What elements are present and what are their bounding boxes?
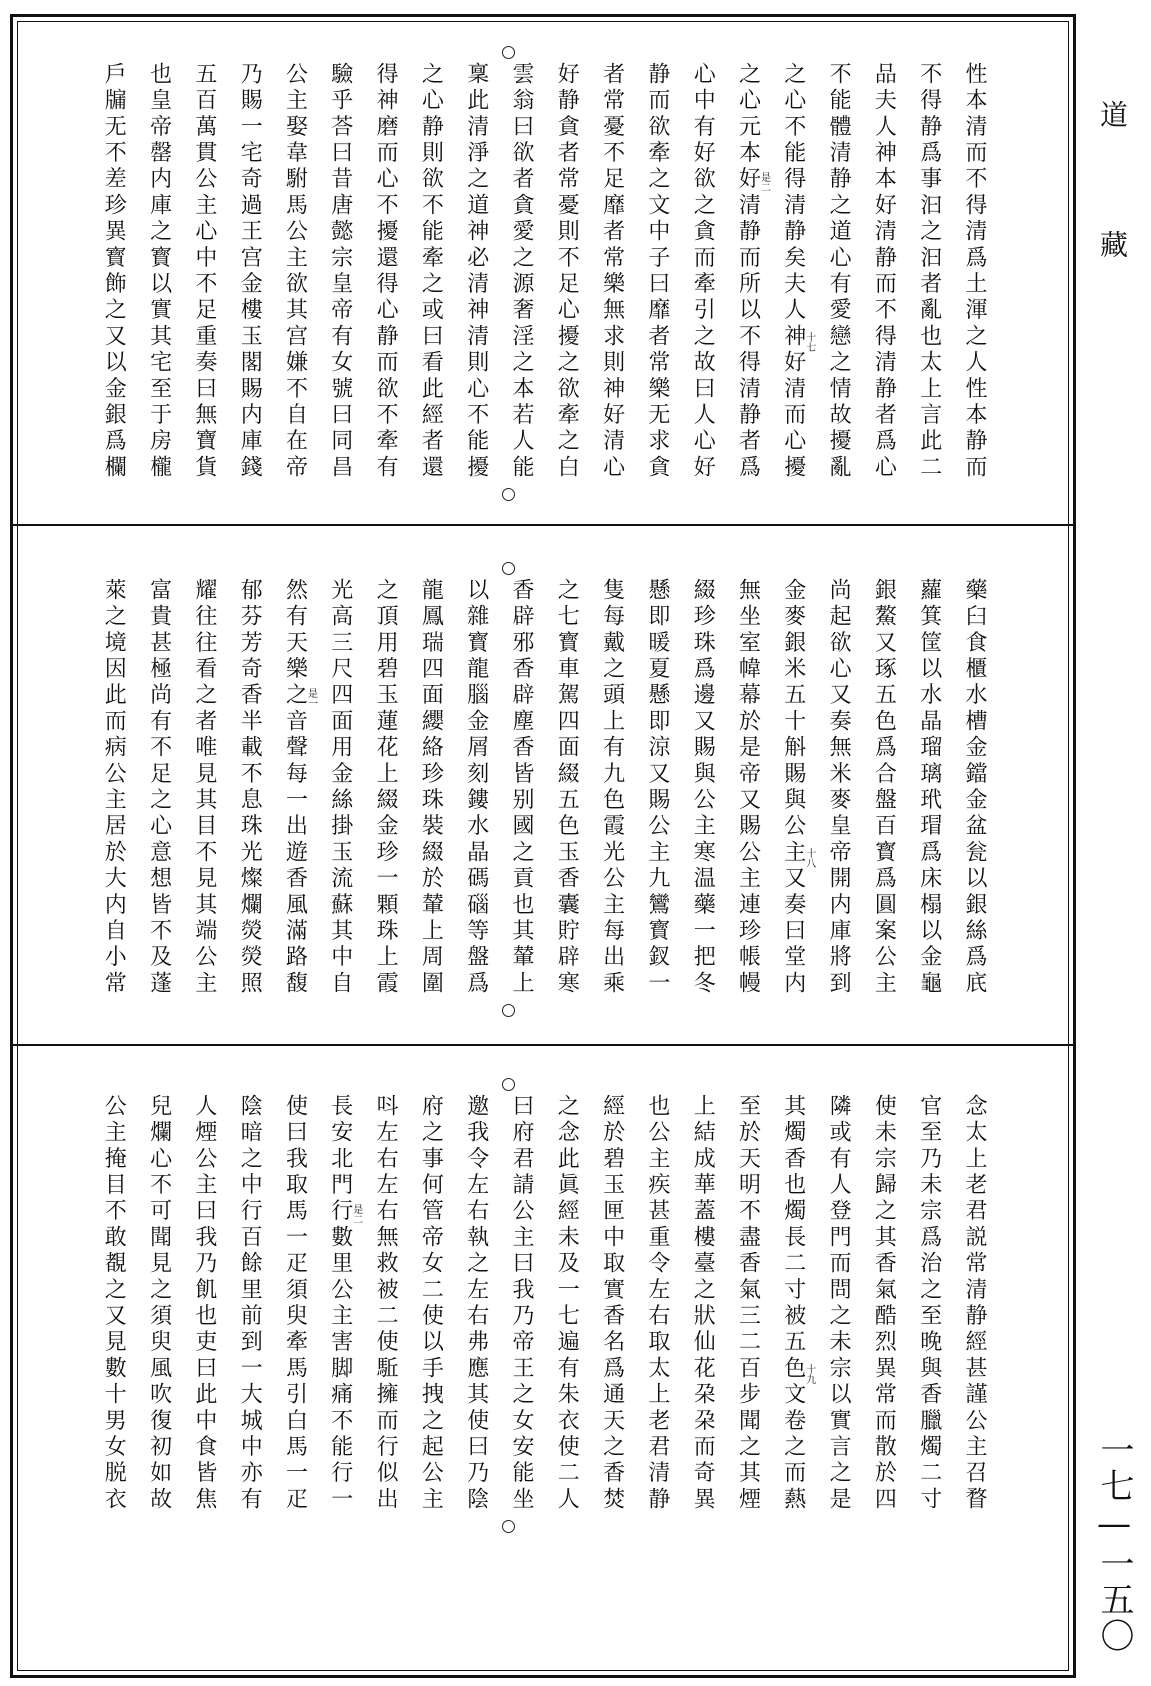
circle-mark-middle [502,1520,515,1533]
column-text: 驗乎荅曰昔唐懿宗皇帝有女號曰同昌 [327,62,353,482]
column-text: 官至乃未宗爲治之至晚與香臘燭二寸 [916,1094,942,1514]
column-text: 公主娶韋駙馬公主欲其宫嫌不自在帝 [282,62,308,482]
column-text: 也公主疾甚重令左右取太上老君清静 [644,1094,670,1514]
column-text: 郁芬芳奇香半載不息珠光燦爛熒熒照 [237,578,263,998]
circle-mark-middle [502,1004,515,1017]
column-text: 以雜寳龍腦金屑刻鏤水晶碼碯等盤爲 [463,578,489,998]
column-text: 使曰我取馬一疋須臾牽馬引白馬一疋 [282,1094,308,1514]
column-text: 念太上老君説常清静經甚謹公主召瞀 [962,1094,987,1514]
column-text: 得神磨而心不擾還得心静而欲不牽有 [373,62,399,482]
column-text: 乃賜一宅奇過王宫金樓玉閣賜内庫錢 [237,62,263,482]
column-text: 萊之境因此而病公主居於大内自小常 [101,578,127,998]
column-text: 人煙公主曰我乃飢也吏曰此中食皆焦 [191,1094,217,1514]
text-column [84,1094,142,1544]
marginal-note: 十八 [803,848,815,868]
column-text: 銀鰲又琢五色爲合盤百寳爲圓案公主 [871,578,897,998]
circle-mark-top [502,1078,515,1091]
column-text: 藥臼食櫃水槽金鐺金盆瓮以銀絲爲㡳 [962,578,987,998]
column-text: 龍鳳瑞四面纓絡珍珠裝綴於輦上周圍 [418,578,444,998]
marginal-note: 十七 [803,332,815,352]
column-text: 懸即暖夏懸即涼又賜公主九鸞寳釵一 [644,578,670,998]
column-text: 使未宗歸之其香氣酷烈異常而散於四 [871,1094,897,1514]
column-text: 隣或有人登門而問之未宗以實言之是 [826,1094,852,1514]
column-text: 性本清而不得清爲土渾之人性本静而 [962,62,987,482]
circle-mark-top [502,562,515,575]
column-text: 之心元本好清静而所以不得清静者爲 [735,62,761,482]
column-text: 之心不能得清静矣夫人神好清而心擾 [780,62,806,482]
column-text: 之七寳車駕四面綴五色玉香囊貯辟寒 [554,578,580,998]
circle-mark-top [502,46,515,59]
column-text: 長安北門行數里公主害脚痛不能行一 [327,1094,353,1514]
text-column [84,578,142,1028]
column-text: 香辟邪香辟塵香皆别國之貢也其輦上 [509,578,534,998]
column-text: 之念此眞經未及一七遍有朱衣使二人 [554,1094,580,1514]
column-text: 邀我令左右執之左右弗應其使曰乃陰 [463,1094,489,1514]
column-text: 其燭香也燭長二寸被五色文卷之而爇 [780,1094,806,1514]
column-text: 金麥銀米五十斛賜與公主又奏曰堂内 [780,578,806,998]
column-text: 陰暗之中行百餘里前到一大城中亦有 [237,1094,263,1514]
column-text: 隻每戴之頭上有九色霞光公主每出乘 [599,578,625,998]
column-text: 兒爛心不可聞見之須臾風吹復初如故 [146,1094,172,1514]
column-text: 然有天樂之音聲每一出遊香風滿路馥 [282,578,308,998]
column-text: 五百萬貫公主心中不足重奏曰無寶貨 [191,62,217,482]
column-text: 静而欲牽之文中子曰靡者常樂无求貪 [644,62,670,482]
column-text: 蘿箕筐以水晶瑠璃玳瑁爲床榻以金龜 [916,578,942,998]
column-text: 尚起欲心又奏無米麥皇帝開内庫將到 [826,578,852,998]
column-text: 光高三尺四面用金絲掛玉流蘇其中自 [327,578,353,998]
column-text: 富貴甚極尚有不足之心意想皆不及蓬 [146,578,172,998]
column-text: 府之事何管帝女二使以手拽之起公主 [418,1094,444,1514]
column-text: 呌左右左右無救被二使駈擁而行似出 [373,1094,399,1514]
column-text: 之頂用碧玉蓮花上綴金珍一顆珠上霞 [373,578,399,998]
marginal-note: 是二 [350,1204,362,1224]
column-text: 綴珍珠爲邊又賜與公主寒温藥一把冬 [690,578,716,998]
column-text: 也皇帝罄内庫之寳以實其宅至于房櫳 [146,62,172,482]
column-text: 經於碧玉匣中取實香名爲通天之香焚 [599,1094,625,1514]
column-text: 心中有好欲之貪而牽引之故曰人心好 [690,62,716,482]
marginal-note: 是一 [305,688,317,708]
column-text: 雲翁曰欲者貪愛之源奢淫之本若人能 [509,62,534,482]
panel-2 [22,578,1068,1028]
panel-divider-1 [10,524,1076,526]
column-text: 曰府君請公主曰我乃帝王之女安能坐 [509,1094,534,1514]
margin-title-char-1: 道 [1096,100,1129,128]
panel-1 [22,62,1068,512]
circle-mark-middle [502,488,515,501]
margin-title-char-2: 藏 [1096,230,1129,258]
text-column [84,62,142,512]
column-text: 戶牖无不差珍異寳飾之又以金銀爲欄 [101,62,127,482]
column-text: 至於天明不盡香氣三二百步聞之其煙 [735,1094,761,1514]
column-text: 好静貪者常憂則不足心擾之欲牽之白 [554,62,580,482]
column-text: 公主掩目不敢覩之又見數十男女脱衣 [101,1094,127,1514]
column-text: 者常憂不足靡者常樂無求則神好清心 [599,62,625,482]
column-text: 之心静則欲不能牽之或曰看此經者還 [418,62,444,482]
panel-3 [22,1094,1068,1544]
column-text: 品夫人神本好清静而不得清静者爲心 [871,62,897,482]
column-text: 不得静爲事汩之汩者亂也太上言此二 [916,62,942,482]
column-text: 無坐室幃幕於是帝又賜公主連珍帳幔 [735,578,761,998]
panel-divider-2 [10,1044,1076,1046]
column-text: 不能體清静之道心有愛戀之情故擾亂 [826,62,852,482]
column-text: 稟此清淨之道神必清神清則心不能擾 [463,62,489,482]
column-text: 上結成華蓋樓臺之狀仙花朶朶而奇異 [690,1094,716,1514]
column-text: 耀往往看之者唯見其目不見其端公主 [191,578,217,998]
marginal-note: 十九 [803,1364,815,1384]
marginal-note: 是二 [758,172,770,192]
page-number: 一七—一五〇 [1094,1432,1134,1654]
